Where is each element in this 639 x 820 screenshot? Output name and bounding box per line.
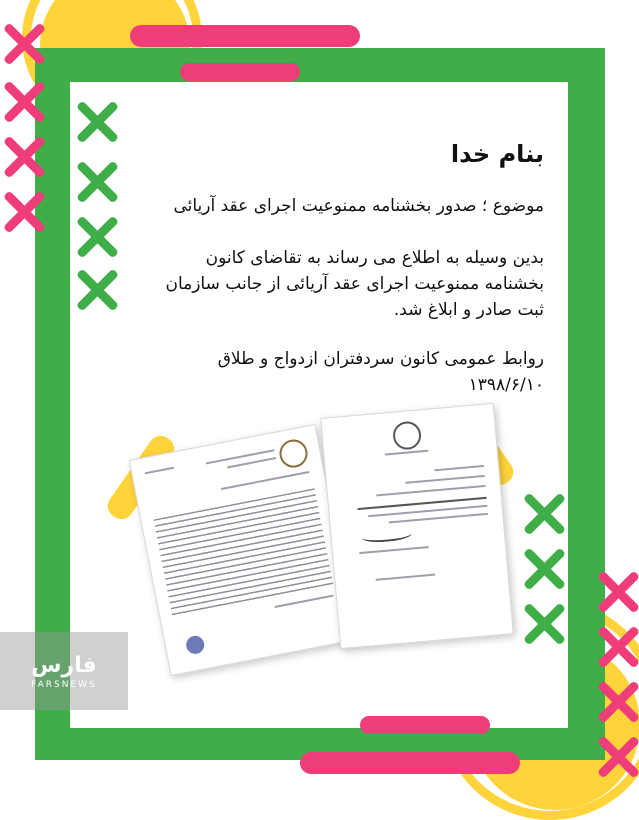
subject-line: موضوع ؛ صدور بخشنامه ممنوعیت اجرای عقد آریائی xyxy=(173,196,544,216)
decorative-bar xyxy=(300,752,520,774)
decorative-x-icon xyxy=(2,135,46,179)
watermark-subtitle: FARSNEWS xyxy=(31,679,97,690)
page-title: بنام خدا xyxy=(450,140,544,168)
decorative-x-icon xyxy=(522,547,566,591)
announcement-body xyxy=(104,245,544,323)
letter-text-block xyxy=(154,488,334,617)
letterhead-logo-icon xyxy=(277,437,310,470)
stamp-icon xyxy=(185,634,206,655)
decorative-bar xyxy=(360,716,490,734)
scanned-letter-image xyxy=(320,403,514,649)
decorative-x-icon xyxy=(522,492,566,536)
emblem-icon xyxy=(392,420,422,450)
decorative-x-icon xyxy=(2,80,46,124)
decorative-x-icon xyxy=(75,100,119,144)
body-line: بخشنامه ممنوعیت اجرای عقد آریائی از جانب سازمان xyxy=(165,274,544,294)
farsnews-watermark xyxy=(0,632,128,710)
decorative-x-icon xyxy=(522,602,566,646)
date-line: ۱۳۹۸/۶/۱۰ xyxy=(468,375,544,395)
watermark-logo-text: فارس xyxy=(31,652,97,678)
decorative-x-icon xyxy=(596,680,639,724)
signature-block xyxy=(104,346,544,398)
decorative-bar xyxy=(180,63,300,81)
decorative-x-icon xyxy=(596,570,639,614)
decorative-x-icon xyxy=(2,190,46,234)
signature-icon xyxy=(361,528,412,544)
decorative-bar xyxy=(130,25,360,47)
decorative-x-icon xyxy=(596,735,639,779)
body-line: بدین وسیله به اطلاع می رساند به تقاضای کانون xyxy=(205,248,544,268)
decorative-x-icon xyxy=(596,625,639,669)
signature-line: روابط عمومی کانون سردفتران ازدواج و طلاق xyxy=(217,349,544,369)
body-line: ثبت صادر و ابلاغ شد. xyxy=(393,300,544,320)
decorative-x-icon xyxy=(2,22,46,66)
